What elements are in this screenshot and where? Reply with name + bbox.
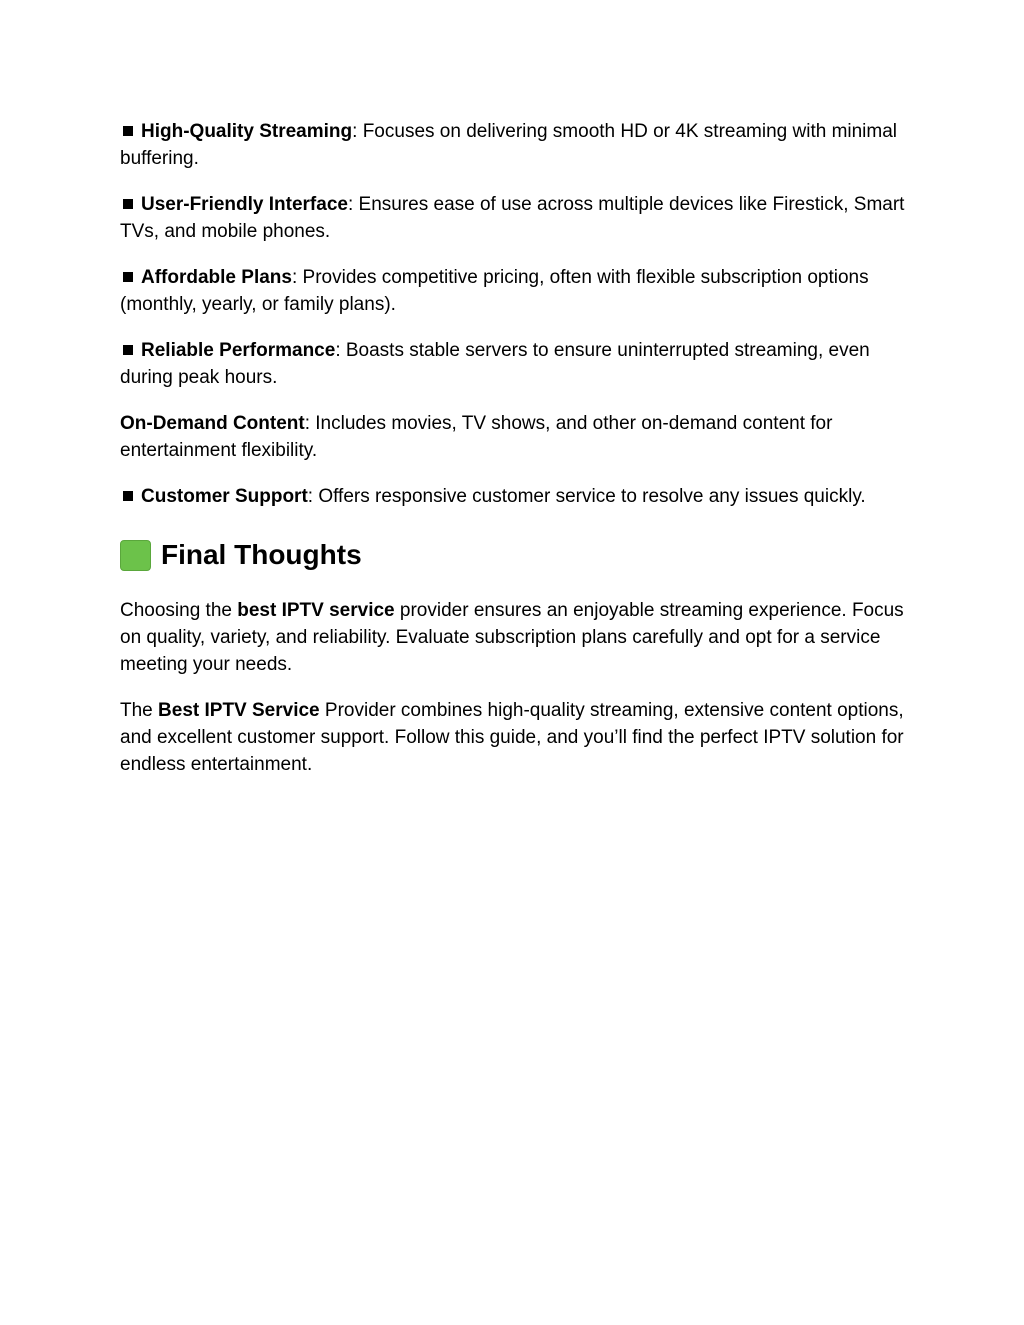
feature-item-on-demand-content <box>120 410 910 464</box>
green-square-icon <box>120 540 151 571</box>
feature-item-customer-support <box>120 483 910 510</box>
square-bullet-icon <box>123 345 133 355</box>
feature-item-high-quality-streaming <box>120 118 910 172</box>
bold-text-run: best IPTV service <box>237 600 395 621</box>
feature-description: : Focuses on delivering smooth HD or 4K streaming with minimal buffering. <box>120 121 898 169</box>
section-heading-text: Final Thoughts <box>161 539 362 570</box>
feature-description: : Offers responsive customer service to resolve any issues quickly. <box>307 486 866 507</box>
feature-description: : Includes movies, TV shows, and other on-demand content for entertainment flexibility. <box>120 413 833 461</box>
feature-title: High-Quality Streaming <box>141 121 353 142</box>
feature-item-affordable-plans <box>120 264 910 318</box>
square-bullet-icon <box>123 126 133 136</box>
feature-description: : Boasts stable servers to ensure uninterrupted streaming, even during peak hours. <box>120 340 870 388</box>
text-run: Provider combines high-quality streaming, extensive content options, and excellent customer support. Follow this guide, and you’ll find the perfect IPTV solution for endless entertainment. <box>120 700 904 775</box>
document-page <box>120 118 910 797</box>
bold-text-run: Best IPTV Service <box>158 700 320 721</box>
feature-title: Customer Support <box>141 486 308 507</box>
feature-title: Reliable Performance <box>141 340 336 361</box>
square-bullet-icon <box>123 491 133 501</box>
feature-description: : Ensures ease of use across multiple devices like Firestick, Smart TVs, and mobile phones. <box>120 194 905 242</box>
feature-item-user-friendly-interface <box>120 191 910 245</box>
square-bullet-icon <box>123 272 133 282</box>
final-paragraph-2 <box>120 697 910 778</box>
feature-title: Affordable Plans <box>141 267 292 288</box>
text-run: provider ensures an enjoyable streaming experience. Focus on quality, variety, and reliability. Evaluate subscription plans carefully and opt for a service meeting your needs. <box>120 600 904 675</box>
feature-description: : Provides competitive pricing, often with flexible subscription options (monthly, yearly, or family plans). <box>120 267 869 315</box>
text-run: The <box>120 700 159 721</box>
feature-title: On-Demand Content <box>120 413 305 434</box>
square-bullet-icon <box>123 199 133 209</box>
section-heading <box>120 538 910 572</box>
text-run: Choosing the <box>120 600 238 621</box>
feature-title: User-Friendly Interface <box>141 194 348 215</box>
final-paragraph-1 <box>120 597 910 678</box>
feature-item-reliable-performance <box>120 337 910 391</box>
